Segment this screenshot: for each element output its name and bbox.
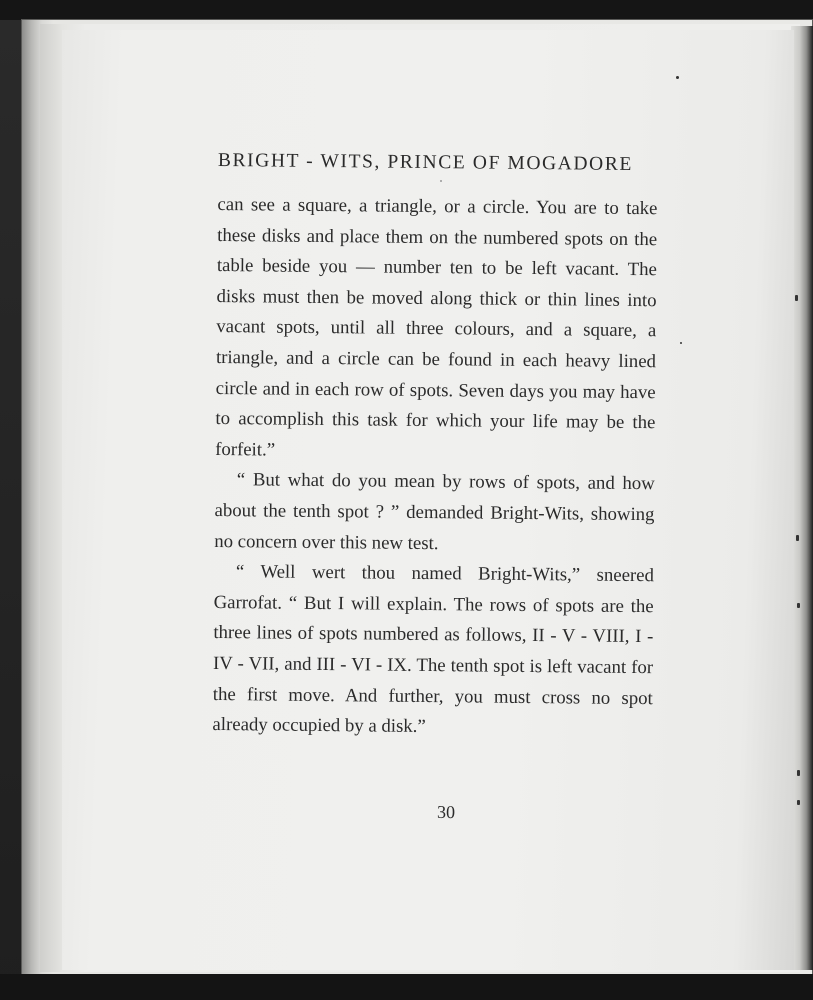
paper-speck: [797, 770, 800, 776]
page-content: [212, 150, 658, 745]
scan-top-border: [0, 0, 813, 20]
paper-speck: [680, 342, 682, 344]
scan-bottom-border: [0, 974, 813, 1000]
paper-speck: [795, 295, 798, 301]
paper-speck: [796, 535, 799, 541]
running-head: BRIGHT - WITS, PRINCE OF MOGADORE: [217, 150, 634, 175]
paper-speck: [797, 800, 800, 805]
book-right-edge: [791, 26, 813, 970]
paragraph: “ Well wert thou named Bright-Wits,” sneered Garrofat. “ But I will explain. The rows of spots are the three lines of spots numbered as follows, II - V - VIII, I - IV - VII, and III - VI - IX. The tenth spot is left vacant for the first move. And further, you must cross no spot already occupied by a disk.”: [212, 561, 655, 738]
page-number: 30: [436, 801, 456, 823]
paragraph: “ But what do you mean by rows of spots, and how about the tenth spot ? ” demanded Bright-Wits, showing no concern over this new test.: [214, 469, 655, 554]
body-text: [212, 190, 657, 745]
paper-speck: [676, 76, 679, 79]
paper-speck: [797, 603, 800, 608]
paragraph: can see a square, a triangle, or a circle. You are to take these disks and place them on the numbered spots on the table beside you — number ten to be left vacant. The disks must then be moved along thick or thin lines into vacant spots, until all three colours, and a square, a triangle, and a circle can be found in each heavy lined circle and in each row of spots. Seven days you may have to accomplish this task for which your life may be the forfeit.”: [215, 193, 658, 461]
